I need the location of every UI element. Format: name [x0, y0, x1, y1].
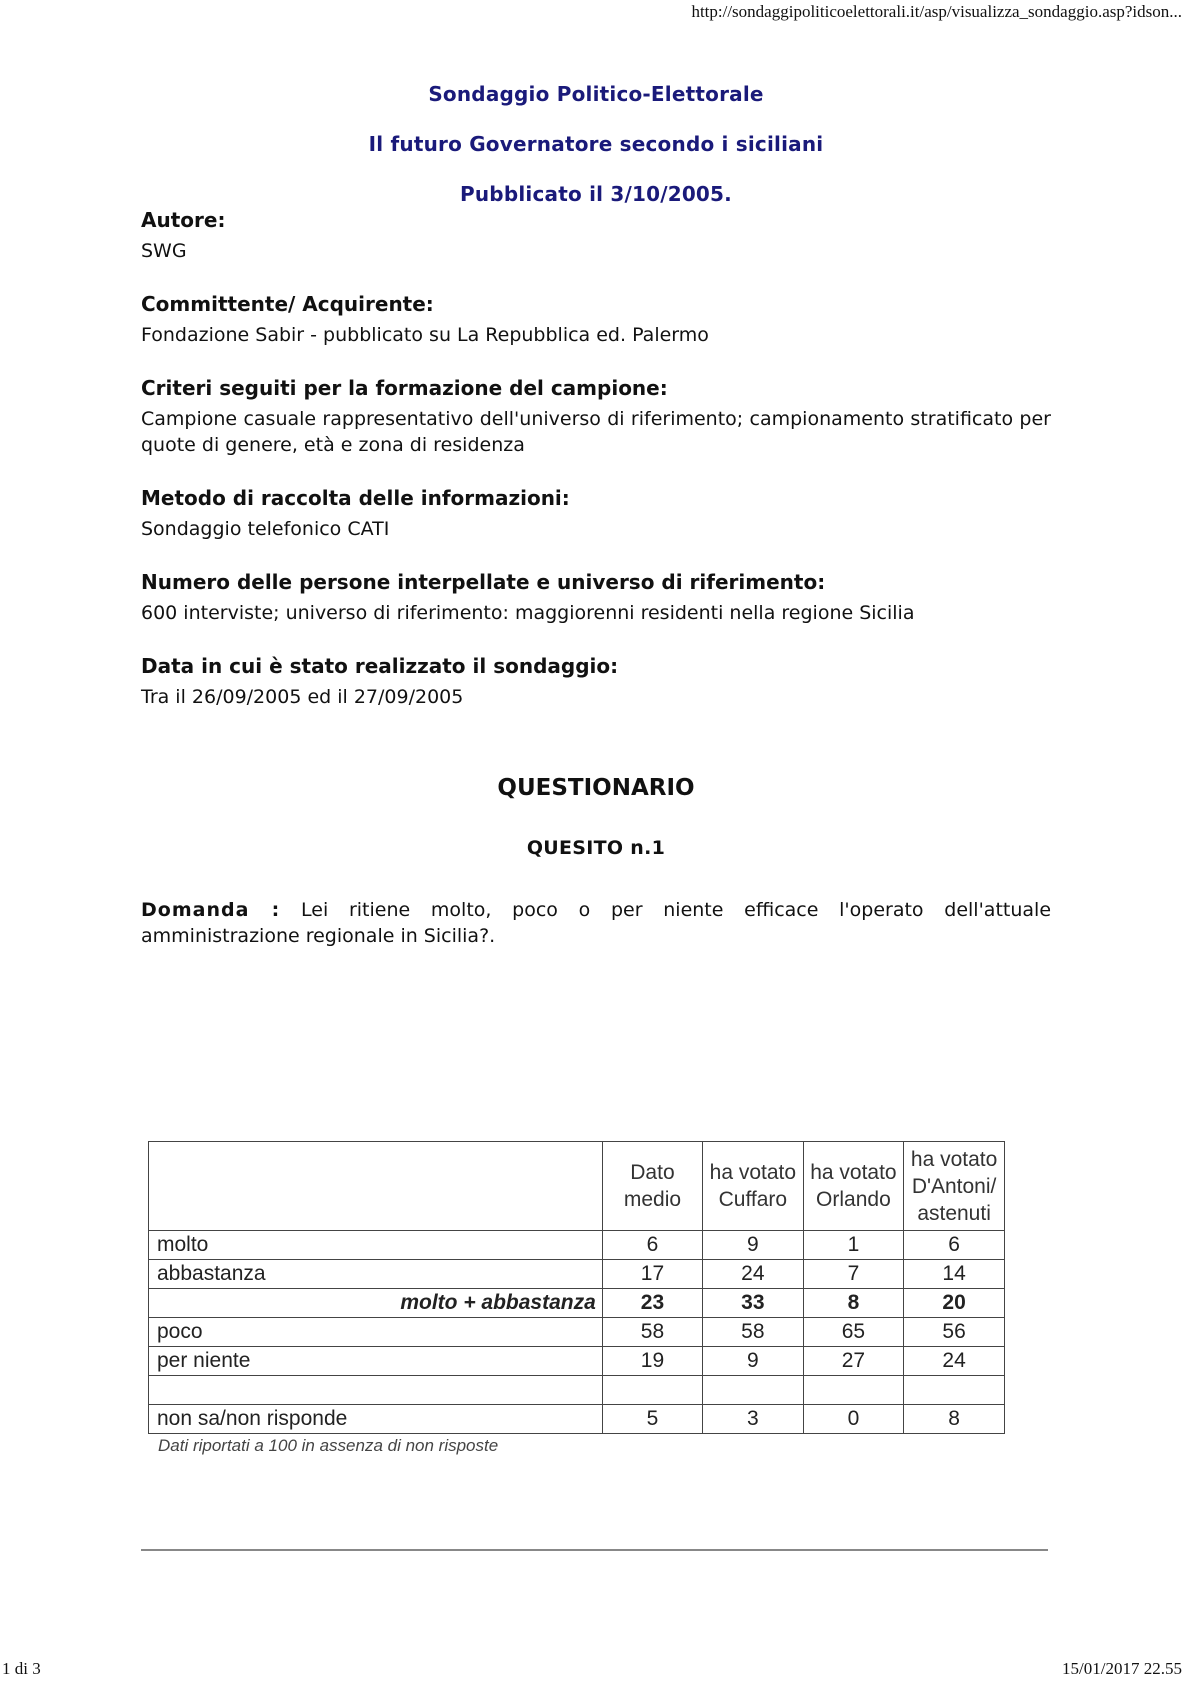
- table-cell: 24: [904, 1347, 1005, 1376]
- table-cell: [803, 1376, 904, 1405]
- publication-date: Pubblicato il 3/10/2005.: [460, 182, 732, 206]
- question-text: [141, 897, 1051, 949]
- print-header-url: http://sondaggipoliticoelettorali.it/asp/visualizza_sondaggio.asp?idson...: [691, 2, 1182, 21]
- column-header: Dato medio: [602, 1142, 702, 1231]
- row-label: per niente: [149, 1347, 603, 1376]
- table-cell: 8: [904, 1405, 1005, 1434]
- table-cell: [602, 1376, 702, 1405]
- question-heading: QUESITO n.1: [526, 837, 666, 859]
- table-cell: 1: [803, 1231, 904, 1260]
- column-header: ha votato D'Antoni/ astenuti: [904, 1142, 1005, 1231]
- table-cell: 23: [602, 1289, 702, 1318]
- field-client: [141, 292, 1051, 348]
- field-sample-size-value: 600 interviste; universo di riferimento: maggiorenni residenti nella regione Sicilia: [141, 602, 915, 624]
- field-sample-size: [141, 570, 1051, 626]
- table-row: [149, 1231, 1005, 1260]
- row-label: molto + abbastanza: [149, 1289, 603, 1318]
- field-sampling-criteria: [141, 376, 1051, 458]
- table-cell: 20: [904, 1289, 1005, 1318]
- row-label: abbastanza: [149, 1260, 603, 1289]
- field-sample-size-label: Numero delle persone interpellate e universo di riferimento:: [141, 570, 826, 594]
- table-cell: 5: [602, 1405, 702, 1434]
- table-cell: 17: [602, 1260, 702, 1289]
- table-cell: 33: [703, 1289, 804, 1318]
- poll-results-table: [148, 1141, 1005, 1434]
- field-survey-date-label: Data in cui è stato realizzato il sondaggio:: [141, 654, 619, 678]
- table-cell: 24: [703, 1260, 804, 1289]
- table-corner-cell: [149, 1142, 603, 1231]
- table-cell: 14: [904, 1260, 1005, 1289]
- table-footnote: Dati riportati a 100 in assenza di non risposte: [158, 1436, 499, 1455]
- field-author-value: SWG: [141, 240, 187, 262]
- table-cell: 27: [803, 1347, 904, 1376]
- print-footer-datetime: 15/01/2017 22.55: [1062, 1659, 1182, 1678]
- print-footer-page: 1 di 3: [2, 1659, 41, 1678]
- table-cell: 9: [703, 1231, 804, 1260]
- question-label: Domanda :: [141, 899, 281, 921]
- table-cell: 3: [703, 1405, 804, 1434]
- table-row-subtotal: [149, 1289, 1005, 1318]
- table-row: [149, 1260, 1005, 1289]
- poll-title: Il futuro Governatore secondo i siciliani: [368, 132, 824, 156]
- field-client-label: Committente/ Acquirente:: [141, 292, 434, 316]
- horizontal-divider: [141, 1549, 1048, 1551]
- table-row-empty: [149, 1376, 1005, 1405]
- table-cell: 6: [602, 1231, 702, 1260]
- table-cell: 7: [803, 1260, 904, 1289]
- field-collection-method: [141, 486, 1051, 542]
- field-survey-date-value: Tra il 26/09/2005 ed il 27/09/2005: [141, 686, 464, 708]
- column-header: ha votato Cuffaro: [703, 1142, 804, 1231]
- field-collection-method-value: Sondaggio telefonico CATI: [141, 518, 390, 540]
- field-sampling-criteria-value: Campione casuale rappresentativo dell'universo di riferimento; campionamento stratificato per quote di genere, età e zona di residenza: [141, 408, 1051, 456]
- table-cell: [703, 1376, 804, 1405]
- table-header-row: [149, 1142, 1005, 1231]
- table-cell: 6: [904, 1231, 1005, 1260]
- table-cell: 58: [602, 1318, 702, 1347]
- table-cell: 8: [803, 1289, 904, 1318]
- row-label: [149, 1376, 603, 1405]
- document-body: [141, 82, 1051, 949]
- field-sampling-criteria-label: Criteri seguiti per la formazione del campione:: [141, 376, 668, 400]
- table-row: [149, 1347, 1005, 1376]
- row-label: poco: [149, 1318, 603, 1347]
- field-collection-method-label: Metodo di raccolta delle informazioni:: [141, 486, 570, 510]
- table-cell: 9: [703, 1347, 804, 1376]
- table-row: [149, 1318, 1005, 1347]
- field-survey-date: [141, 654, 1051, 710]
- row-label: molto: [149, 1231, 603, 1260]
- column-header: ha votato Orlando: [803, 1142, 904, 1231]
- field-author-label: Autore:: [141, 208, 226, 232]
- poll-results-table-wrapper: [148, 1141, 1008, 1456]
- poll-type-title: Sondaggio Politico-Elettorale: [428, 82, 764, 106]
- questionnaire-heading: QUESTIONARIO: [497, 775, 695, 801]
- table-row: [149, 1405, 1005, 1434]
- table-cell: 19: [602, 1347, 702, 1376]
- table-cell: 65: [803, 1318, 904, 1347]
- question-body: Lei ritiene molto, poco o per niente efficace l'operato dell'attuale amministrazione regionale in Sicilia?.: [141, 899, 1052, 947]
- table-cell: 0: [803, 1405, 904, 1434]
- field-author: [141, 208, 1051, 264]
- row-label: non sa/non risponde: [149, 1405, 603, 1434]
- table-cell: [904, 1376, 1005, 1405]
- table-cell: 56: [904, 1318, 1005, 1347]
- field-client-value: Fondazione Sabir - pubblicato su La Repubblica ed. Palermo: [141, 324, 709, 346]
- table-cell: 58: [703, 1318, 804, 1347]
